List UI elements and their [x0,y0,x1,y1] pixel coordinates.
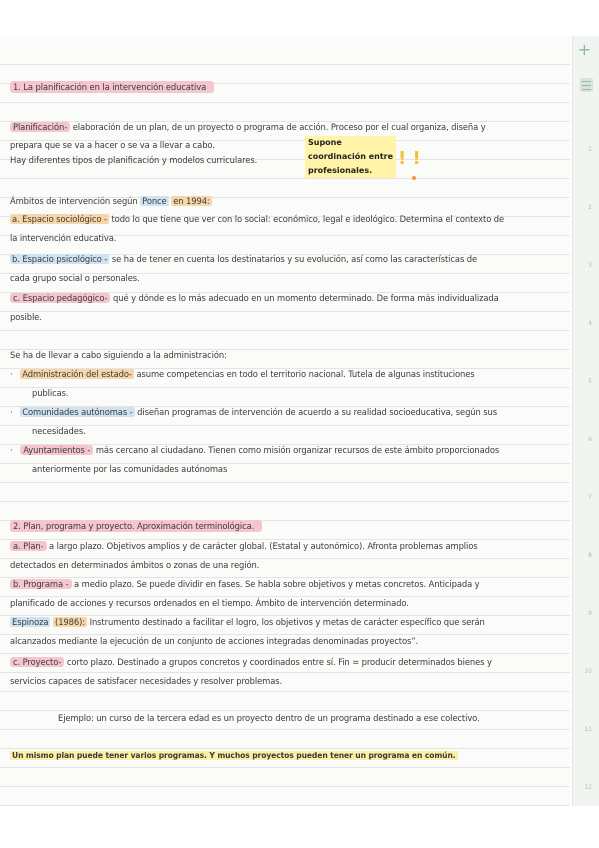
notebook-page [0,36,570,806]
text-line: necesidades. [32,426,86,436]
admin-intro: Se ha de llevar a cabo siguiendo a la administración: [10,350,227,360]
example-line: Ejemplo: un curso de la tercera edad es un proyecto dentro de un programa destinado a ese colectivo. [58,713,480,723]
ambitos-line: Ámbitos de intervención según Ponce en 1994: [10,196,210,206]
list-item-a: a. Plan- a largo plazo. Objetivos amplios y de carácter global. (Estatal y autonómico). Afronta problemas amplios [10,541,478,552]
text-line: alcanzados mediante la ejecución de un conjunto de acciones integradas denominadas proyectos”. [10,636,419,646]
list-item-c: c. Espacio pedagógico- qué y dónde es lo más adecuado en un momento determinado. De forma más individualizada [10,293,499,304]
tab-9[interactable]: 9 [588,610,592,617]
exclamation-doodle-icon: ! ! [398,148,421,169]
tab-1[interactable]: 1 [588,146,592,153]
tab-4[interactable]: 4 [588,320,592,327]
section1-heading: 1. La planificación en la intervención educativa [10,82,214,93]
bullet-item: · Comunidades autónomas - diseñan programas de intervención de acuerdo a su realidad socioeducativa, según sus [10,407,498,417]
tab-7[interactable]: 7 [588,494,592,501]
add-page-icon[interactable]: + [577,40,591,59]
text-line: planificado de acciones y recursos ordenados en el tiempo. Ámbito de intervención determinado. [10,598,409,608]
text-line: la intervención educativa. [10,233,117,243]
text-line: prepara que se va a hacer o se va a llevar a cabo. [10,140,215,150]
tab-11[interactable]: 11 [584,726,592,733]
text-line: cada grupo social o personales. [10,273,140,283]
list-item-a: a. Espacio sociológico - todo lo que tiene que ver con lo social: económico, legal e ideológico. Determina el contexto de [12,214,505,224]
text-line: Hay diferentes tipos de planificación y modelos curriculares. [10,155,258,165]
list-item-b: b. Espacio psicológico - se ha de tener en cuenta los destinatarios y su evolución, así como las características de [12,254,478,264]
notebook-tabs [572,36,599,806]
text-line: publicas. [32,388,69,398]
text-line: detectados en determinados ámbitos o zonas de una región. [10,560,260,570]
tab-5[interactable]: 5 [588,378,592,385]
text-line: posible. [10,312,42,322]
planificacion-term: Planificación- [10,122,70,132]
tab-2[interactable]: 2 [588,204,592,211]
sticky-note: Supone coordinación entre profesionales. [305,136,396,178]
text-line: servicios capaces de satisfacer necesidades y resolver problemas. [10,676,283,686]
tab-10[interactable]: 10 [584,668,592,675]
bullet-item: · Ayuntamientos - más cercano al ciudadano. Tienen como misión organizar recursos de este ámbito proporcionados [10,445,500,455]
menu-icon[interactable] [580,78,593,92]
tab-6[interactable]: 6 [588,436,592,443]
espinoza-line: Espinoza (1986): Instrumento destinado a facilitar el logro, los objetivos y metas de carácter específico que serán [12,617,485,627]
text-line: anteriormente por las comunidades autónomas [32,464,228,474]
section2-heading: 2. Plan, programa y proyecto. Aproximación terminológica. [10,521,262,532]
bullet-item: · Administración del estado- asume competencias en todo el territorio nacional. Tutela de algunas instituciones [10,369,475,379]
tab-8[interactable]: 8 [588,552,592,559]
dot-icon [412,176,416,180]
list-item-b: b. Programa - a medio plazo. Se puede dividir en fases. Se habla sobre objetivos y metas concretos. Anticipada y [10,579,480,590]
list-item-c: c. Proyecto- corto plazo. Destinado a grupos concretos y coordinados entre sí. Fin = producir determinados bienes y [10,657,492,668]
conclusion-line: Un mismo plan puede tener varios programas. Y muchos proyectos pueden tener un programa en común. [12,751,456,760]
tab-12[interactable]: 12 [584,784,592,791]
planificacion-line: Planificación- elaboración de un plan, de un proyecto o programa de acción. Proceso por el cual organiza, diseña y [10,122,486,133]
tab-3[interactable]: 3 [588,262,592,269]
